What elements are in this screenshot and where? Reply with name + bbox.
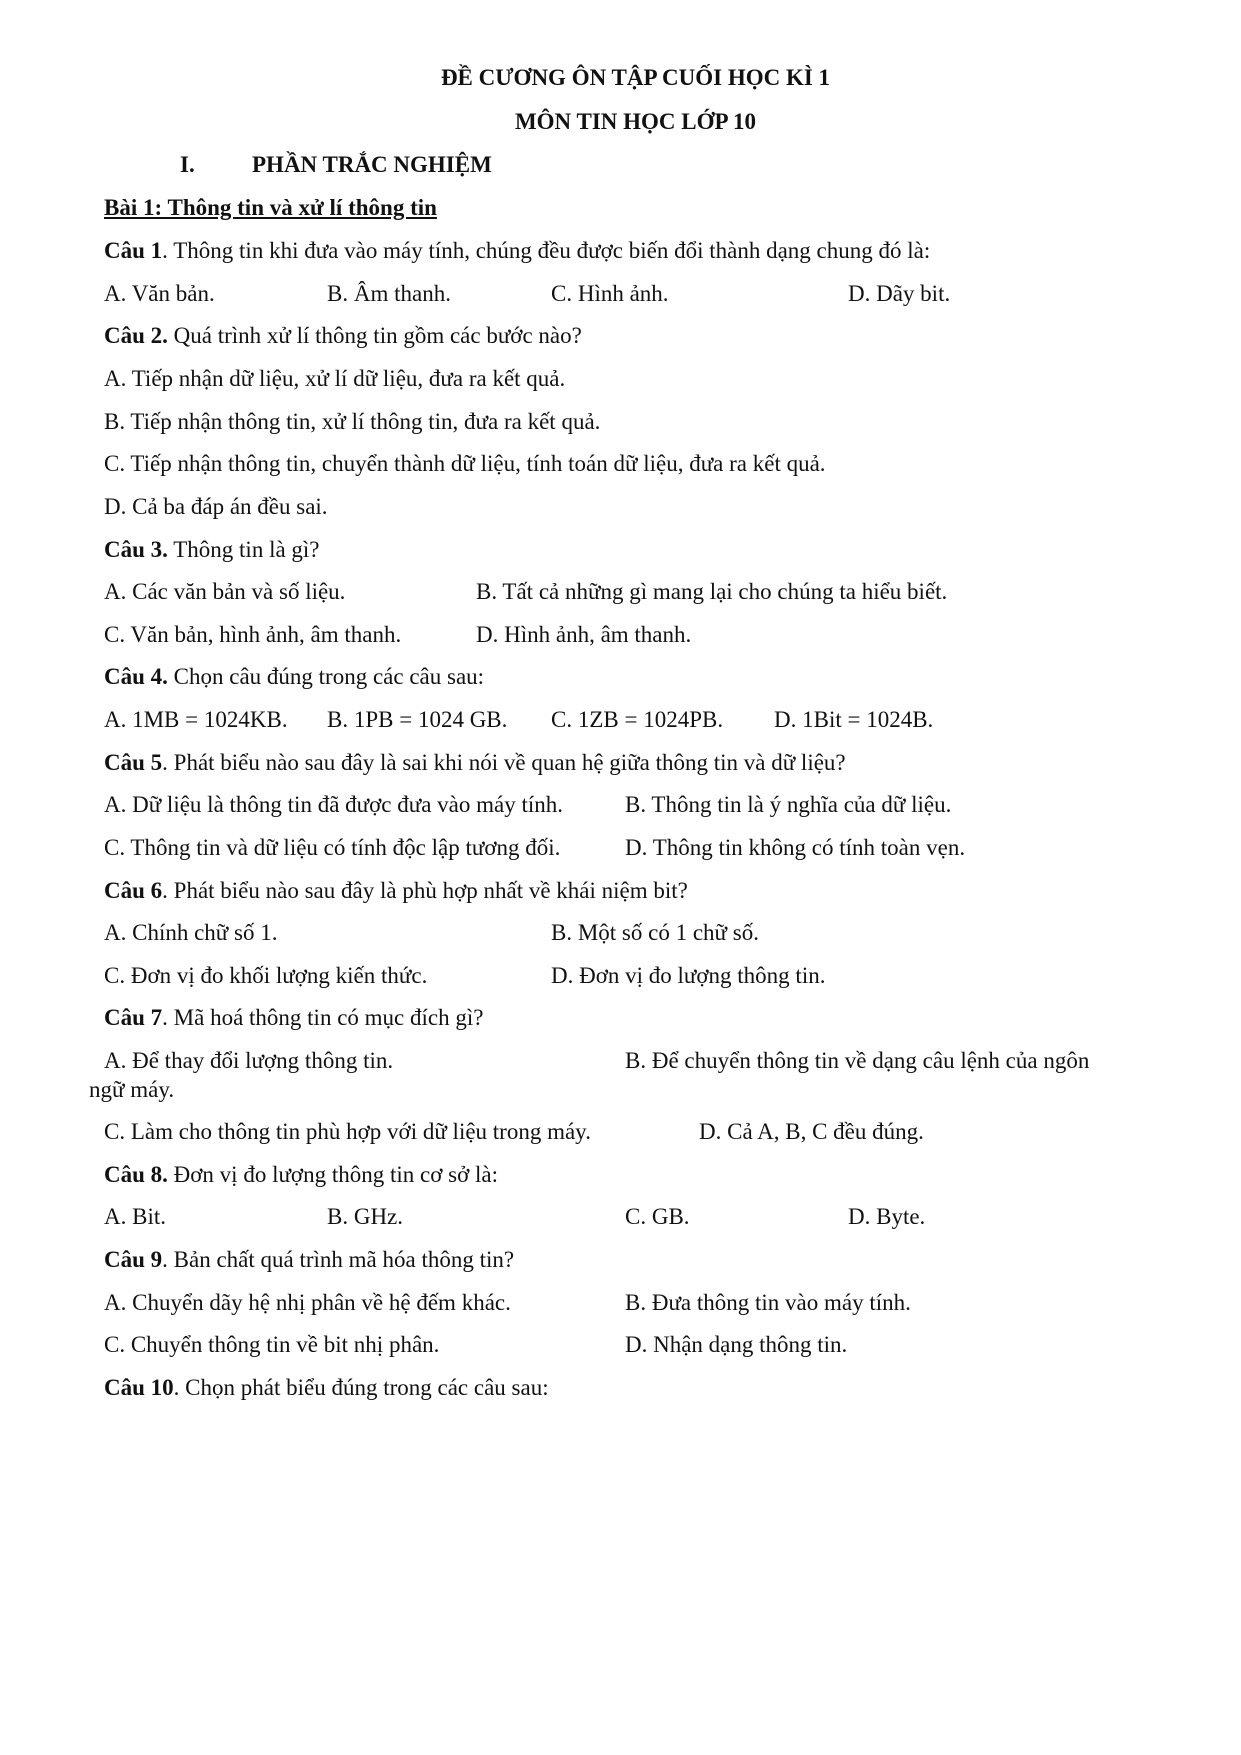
option-b: B. Để chuyển thông tin về dạng câu lệnh của ngôn — [625, 1048, 1090, 1073]
option-a: A. Các văn bản và số liệu. — [104, 579, 346, 604]
option-c: C. 1ZB = 1024PB. — [551, 707, 724, 732]
option-d: D. Byte. — [848, 1204, 926, 1229]
option-a: A. Dữ liệu là thông tin đã được đưa vào máy tính. — [104, 792, 564, 817]
section-number: I. — [180, 152, 195, 177]
question-3 — [104, 535, 320, 565]
option-a: A. Chính chữ số 1. — [104, 920, 278, 945]
document-title: ĐỀ CƯƠNG ÔN TẬP CUỐI HỌC KÌ 1 — [440, 65, 831, 90]
option-a: A. Văn bản. — [104, 281, 215, 306]
question-text: Thông tin là gì? — [167, 537, 320, 562]
option-c: C. Đơn vị đo khối lượng kiến thức. — [104, 963, 428, 988]
option-b: B. Tiếp nhận thông tin, xử lí thông tin, đưa ra kết quả. — [104, 409, 601, 434]
question-text: . Mã hoá thông tin có mục đích gì? — [162, 1005, 484, 1030]
question-text: . Bản chất quá trình mã hóa thông tin? — [162, 1247, 515, 1272]
option-d: D. Cả A, B, C đều đúng. — [699, 1119, 924, 1144]
question-5 — [104, 748, 846, 778]
section-title: PHẦN TRẮC NGHIỆM — [252, 152, 492, 177]
question-1 — [104, 236, 930, 266]
option-b: B. Đưa thông tin vào máy tính. — [625, 1290, 911, 1315]
question-text: Chọn câu đúng trong các câu sau: — [167, 664, 485, 689]
option-d: D. Dãy bit. — [848, 281, 951, 306]
question-label: Câu 9 — [104, 1247, 163, 1272]
question-label: Câu 5 — [104, 750, 163, 775]
question-label: Câu 7 — [104, 1005, 163, 1030]
question-text: . Phát biểu nào sau đây là phù hợp nhất về khái niệm bit? — [162, 878, 688, 903]
question-label: Câu 2. — [104, 323, 168, 348]
question-label: Câu 1 — [104, 238, 163, 263]
lesson-heading: Bài 1: Thông tin và xử lí thông tin — [104, 195, 437, 220]
option-b: B. Thông tin là ý nghĩa của dữ liệu. — [625, 792, 952, 817]
option-c: C. Thông tin và dữ liệu có tính độc lập tương đối. — [104, 835, 561, 860]
option-b-continuation: ngữ máy. — [89, 1077, 175, 1102]
question-label: Câu 4. — [104, 664, 168, 689]
question-label: Câu 10 — [104, 1375, 174, 1400]
question-10 — [104, 1373, 549, 1403]
option-c: C. Làm cho thông tin phù hợp với dữ liệu trong máy. — [104, 1119, 591, 1144]
option-b: B. Âm thanh. — [327, 281, 451, 306]
question-text: . Phát biểu nào sau đây là sai khi nói về quan hệ giữa thông tin và dữ liệu? — [162, 750, 846, 775]
option-c: C. GB. — [625, 1204, 690, 1229]
option-c: C. Hình ảnh. — [551, 281, 669, 306]
question-label: Câu 3. — [104, 537, 168, 562]
question-9 — [104, 1245, 514, 1275]
option-a: A. Chuyển dãy hệ nhị phân về hệ đếm khác. — [104, 1290, 511, 1315]
option-c: C. Tiếp nhận thông tin, chuyển thành dữ liệu, tính toán dữ liệu, đưa ra kết quả. — [104, 451, 826, 476]
option-d: D. 1Bit = 1024B. — [774, 707, 934, 732]
question-text: . Chọn phát biểu đúng trong các câu sau: — [173, 1375, 549, 1400]
question-2 — [104, 321, 582, 351]
question-text: Đơn vị đo lượng thông tin cơ sở là: — [167, 1162, 498, 1187]
option-d: D. Nhận dạng thông tin. — [625, 1332, 848, 1357]
option-a: A. Tiếp nhận dữ liệu, xử lí dữ liệu, đưa ra kết quả. — [104, 366, 566, 391]
question-text: . Thông tin khi đưa vào máy tính, chúng đều được biến đổi thành dạng chung đó là: — [162, 238, 931, 263]
question-label: Câu 6 — [104, 878, 163, 903]
option-c: C. Văn bản, hình ảnh, âm thanh. — [104, 622, 402, 647]
option-d: D. Thông tin không có tính toàn vẹn. — [625, 835, 966, 860]
option-b: B. Tất cả những gì mang lại cho chúng ta hiểu biết. — [476, 579, 948, 604]
question-7 — [104, 1003, 483, 1033]
option-a: A. Bit. — [104, 1204, 166, 1229]
option-c: C. Chuyển thông tin về bit nhị phân. — [104, 1332, 440, 1357]
question-8 — [104, 1160, 498, 1190]
document-subtitle: MÔN TIN HỌC LỚP 10 — [514, 109, 757, 134]
option-a: A. 1MB = 1024KB. — [104, 707, 288, 732]
option-d: D. Cả ba đáp án đều sai. — [104, 494, 328, 519]
question-6 — [104, 876, 688, 906]
option-d: D. Đơn vị đo lượng thông tin. — [551, 963, 826, 988]
question-label: Câu 8. — [104, 1162, 168, 1187]
option-b: B. GHz. — [327, 1204, 404, 1229]
option-b: B. 1PB = 1024 GB. — [327, 707, 508, 732]
option-d: D. Hình ảnh, âm thanh. — [476, 622, 692, 647]
question-text: Quá trình xử lí thông tin gồm các bước nào? — [167, 323, 582, 348]
option-a: A. Để thay đổi lượng thông tin. — [104, 1048, 394, 1073]
option-b: B. Một số có 1 chữ số. — [551, 920, 759, 945]
question-4 — [104, 662, 484, 692]
